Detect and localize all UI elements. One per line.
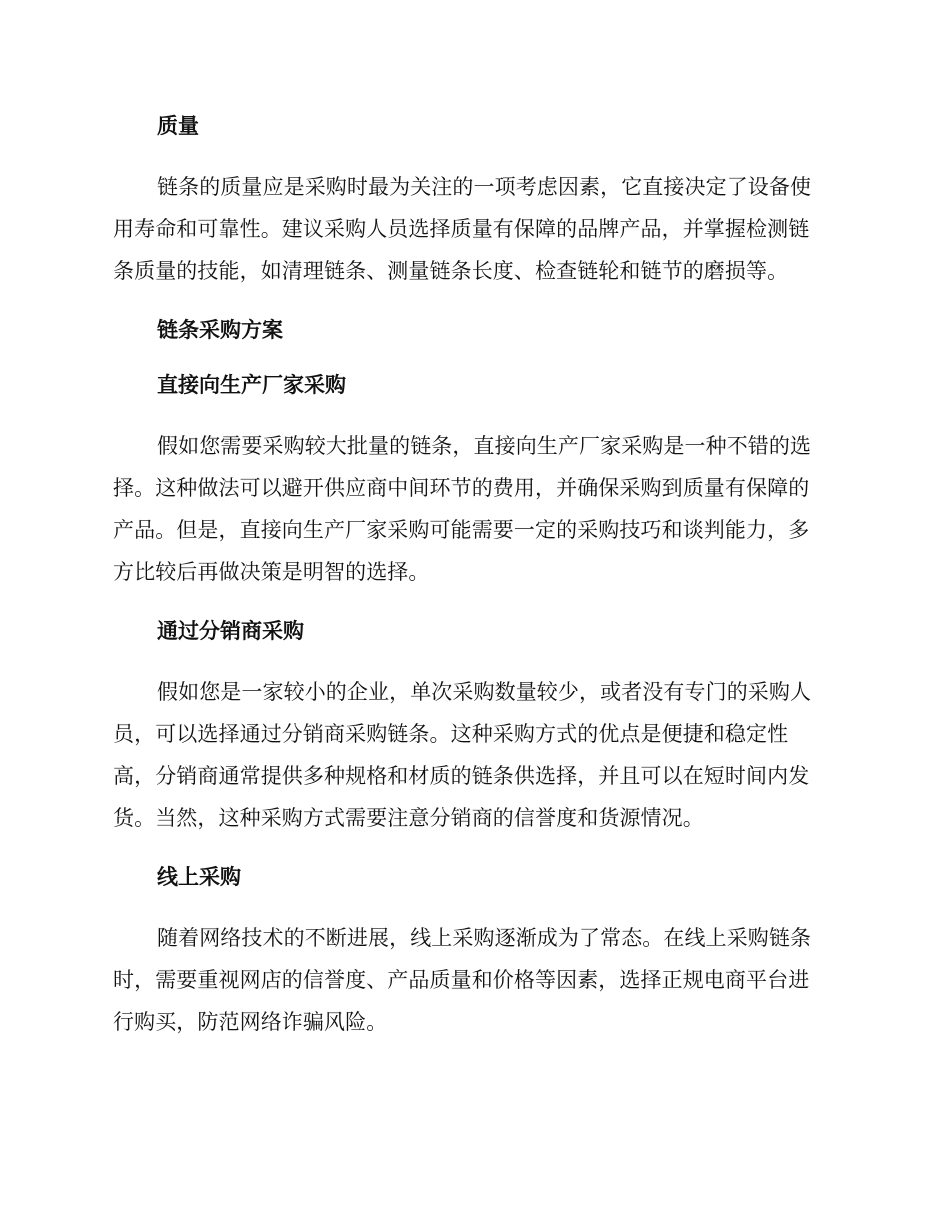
paragraph-line: 货。当然，这种采购方式需要注意分销商的信誉度和货源情况。	[113, 806, 704, 830]
section-paragraph-quality	[113, 166, 832, 292]
paragraph-line: 高，分销商通常提供多种规格和材质的链条供选择，并且可以在短时间内发	[113, 764, 810, 788]
section-heading-distributor: 通过分销商采购	[157, 619, 304, 643]
paragraph-line: 员，可以选择通过分销商采购链条。这种采购方式的优点是便捷和稳定性	[113, 722, 789, 746]
paragraph-line: 链条的质量应是采购时最为关注的一项考虑因素，它直接决定了设备使	[157, 175, 812, 199]
paragraph-line: 择。这种做法可以避开供应商中间环节的费用，并确保采购到质量有保障的	[113, 476, 810, 500]
section-paragraph-online	[113, 917, 832, 1043]
paragraph-line: 产品。但是，直接向生产厂家采购可能需要一定的采购技巧和谈判能力，多	[113, 518, 810, 542]
paragraph-line: 条质量的技能，如清理链条、测量链条长度、检查链轮和链节的磨损等。	[113, 259, 789, 283]
section-paragraph-distributor	[113, 671, 832, 839]
section-paragraph-direct-manufacturer	[113, 425, 832, 593]
section-heading-purchase-plan: 链条采购方案	[157, 318, 283, 342]
section-heading-quality: 质量	[157, 114, 199, 138]
paragraph-line: 假如您需要采购较大批量的链条，直接向生产厂家采购是一种不错的选	[157, 434, 812, 458]
paragraph-line: 行购买，防范网络诈骗风险。	[113, 1010, 388, 1034]
paragraph-line: 假如您是一家较小的企业，单次采购数量较少，或者没有专门的采购人	[157, 680, 812, 704]
section-heading-online: 线上采购	[157, 865, 241, 889]
paragraph-line: 时，需要重视网店的信誉度、产品质量和价格等因素，选择正规电商平台进	[113, 968, 810, 992]
paragraph-line: 随着网络技术的不断进展，线上采购逐渐成为了常态。在线上采购链条	[157, 926, 812, 950]
section-heading-direct-manufacturer: 直接向生产厂家采购	[157, 373, 346, 397]
paragraph-line: 用寿命和可靠性。建议采购人员选择质量有保障的品牌产品，并掌握检测链	[113, 217, 810, 241]
paragraph-line: 方比较后再做决策是明智的选择。	[113, 560, 430, 584]
